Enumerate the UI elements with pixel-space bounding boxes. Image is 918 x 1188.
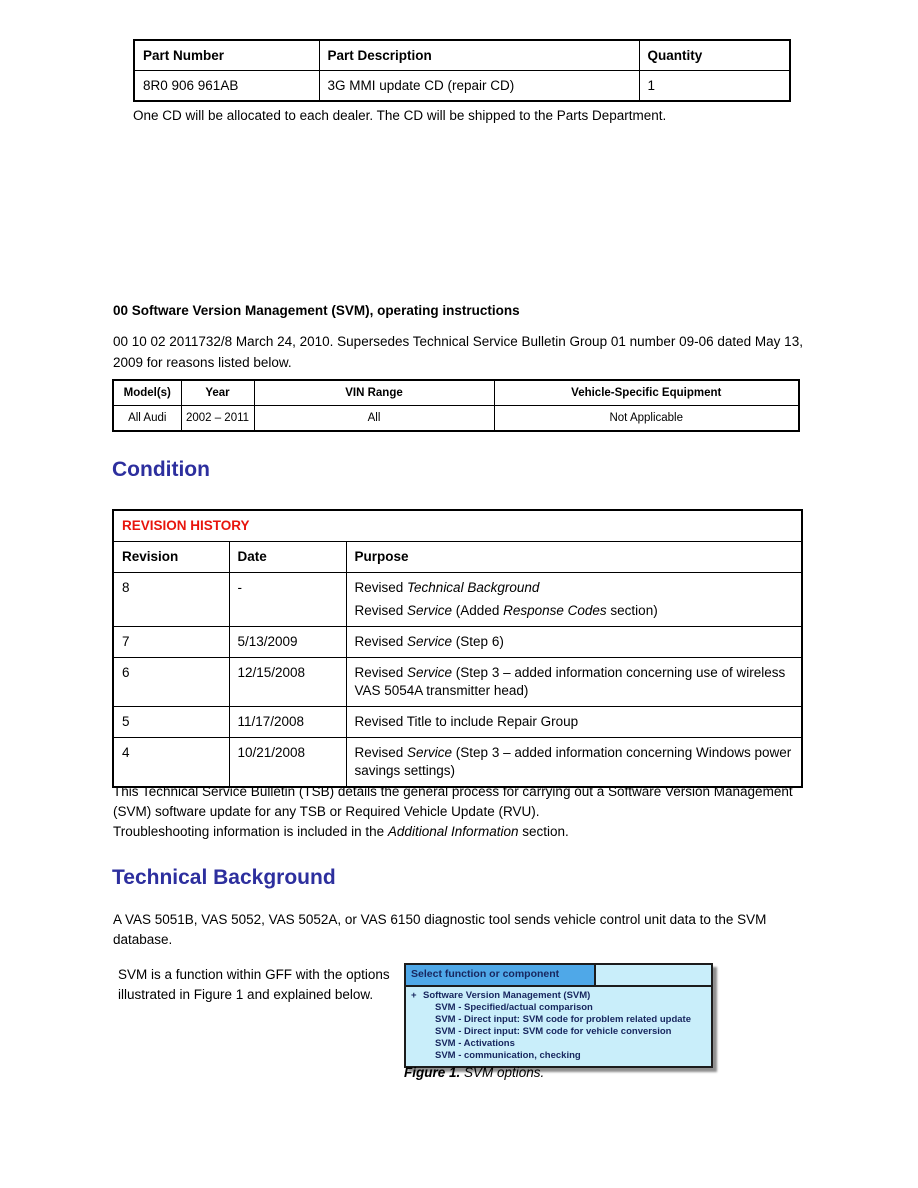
year-cell: 2002 – 2011 [181,406,254,432]
technical-background-paragraph: A VAS 5051B, VAS 5052, VAS 5052A, or VAS 6150 diagnostic tool sends vehicle control unit data to the SVM database. [113,912,767,947]
bulletin-intro: 00 10 02 2011732/8 March 24, 2010. Supersedes Technical Service Bulletin Group 01 number 09-06 dated May 13, 2009 for reasons listed below. [113,334,803,370]
revision-header-date: Date [229,542,346,573]
vin-range-cell: All [254,406,494,432]
revision-header-purpose: Purpose [346,542,802,573]
vehicle-header-equipment: Vehicle-Specific Equipment [494,380,799,406]
part-description-cell: 3G MMI update CD (repair CD) [319,71,639,102]
parts-note: One CD will be allocated to each dealer. The CD will be shipped to the Parts Department. [133,108,667,123]
vehicle-table-header-row [113,380,799,406]
figure-header-bar [406,965,711,987]
revision-number-cell: 5 [113,707,229,738]
revision-purpose-cell: Revised Title to include Repair Group [346,707,802,738]
revision-purpose-cell: Revised Service (Step 6) [346,627,802,658]
parts-header-part-number: Part Number [134,40,319,71]
revision-date-cell: 12/15/2008 [229,658,346,707]
bulletin-title: 00 Software Version Management (SVM), operating instructions [113,303,520,318]
vehicle-header-year: Year [181,380,254,406]
parts-header-quantity: Quantity [639,40,790,71]
revision-date-cell: 11/17/2008 [229,707,346,738]
revision-table-header-row [113,542,802,573]
technical-background-heading: Technical Background [112,866,336,889]
figure-caption: Figure 1. SVM options. [404,1065,545,1080]
figure-svm-options [404,963,713,1068]
revision-row [113,658,802,707]
revision-header-revision: Revision [113,542,229,573]
quantity-cell: 1 [639,71,790,102]
revision-date-cell: 5/13/2009 [229,627,346,658]
figure-option-item: + Software Version Management (SVM) [411,990,591,1001]
vehicle-table-row [113,406,799,432]
figure-option-item: SVM - Activations [435,1038,515,1049]
vehicle-header-models: Model(s) [113,380,181,406]
revision-purpose-cell: Revised Technical Background Revised Service (Added Response Codes section) [346,573,802,627]
condition-heading: Condition [112,458,210,481]
figure-option-item: SVM - Specified/actual comparison [435,1002,593,1013]
revision-number-cell: 4 [113,738,229,788]
vehicle-header-vin-range: VIN Range [254,380,494,406]
part-number-cell: 8R0 906 961AB [134,71,319,102]
revision-row [113,738,802,788]
revision-date-cell: - [229,573,346,627]
vehicle-table [112,379,800,432]
revision-number-cell: 8 [113,573,229,627]
figure-option-item: SVM - Direct input: SVM code for vehicle conversion [435,1026,672,1037]
revision-row [113,627,802,658]
revision-row [113,573,802,627]
parts-table [133,39,791,102]
revision-history-title: REVISION HISTORY [113,510,802,542]
revision-number-cell: 7 [113,627,229,658]
parts-table-header-row [134,40,790,71]
condition-paragraph-2: Troubleshooting information is included in the Additional Information section. [113,824,569,839]
figure-option-item: SVM - Direct input: SVM code for problem related update [435,1014,691,1025]
parts-header-part-description: Part Description [319,40,639,71]
tree-expand-icon: + [411,990,417,1001]
revision-purpose-cell: Revised Service (Step 3 – added information concerning use of wireless VAS 5054A transmitter head) [346,658,802,707]
figure-option-list [406,987,711,1066]
revision-history-title-row [113,510,802,542]
revision-history-table [112,509,803,788]
models-cell: All Audi [113,406,181,432]
figure-header-label: Select function or component [406,965,596,985]
revision-row [113,707,802,738]
revision-purpose-cell: Revised Service (Step 3 – added information concerning Windows power savings settings) [346,738,802,788]
condition-paragraph-1: This Technical Service Bulletin (TSB) details the general process for carrying out a Software Version Management (SVM) software update for any TSB or Required Vehicle Update (RVU). [113,784,793,819]
equipment-cell: Not Applicable [494,406,799,432]
revision-table-body [113,573,802,788]
parts-table-row [134,71,790,102]
revision-number-cell: 6 [113,658,229,707]
figure-option-item: SVM - communication, checking [435,1050,581,1061]
figure-side-text: SVM is a function within GFF with the options illustrated in Figure 1 and explained below. [118,967,390,1002]
revision-date-cell: 10/21/2008 [229,738,346,788]
